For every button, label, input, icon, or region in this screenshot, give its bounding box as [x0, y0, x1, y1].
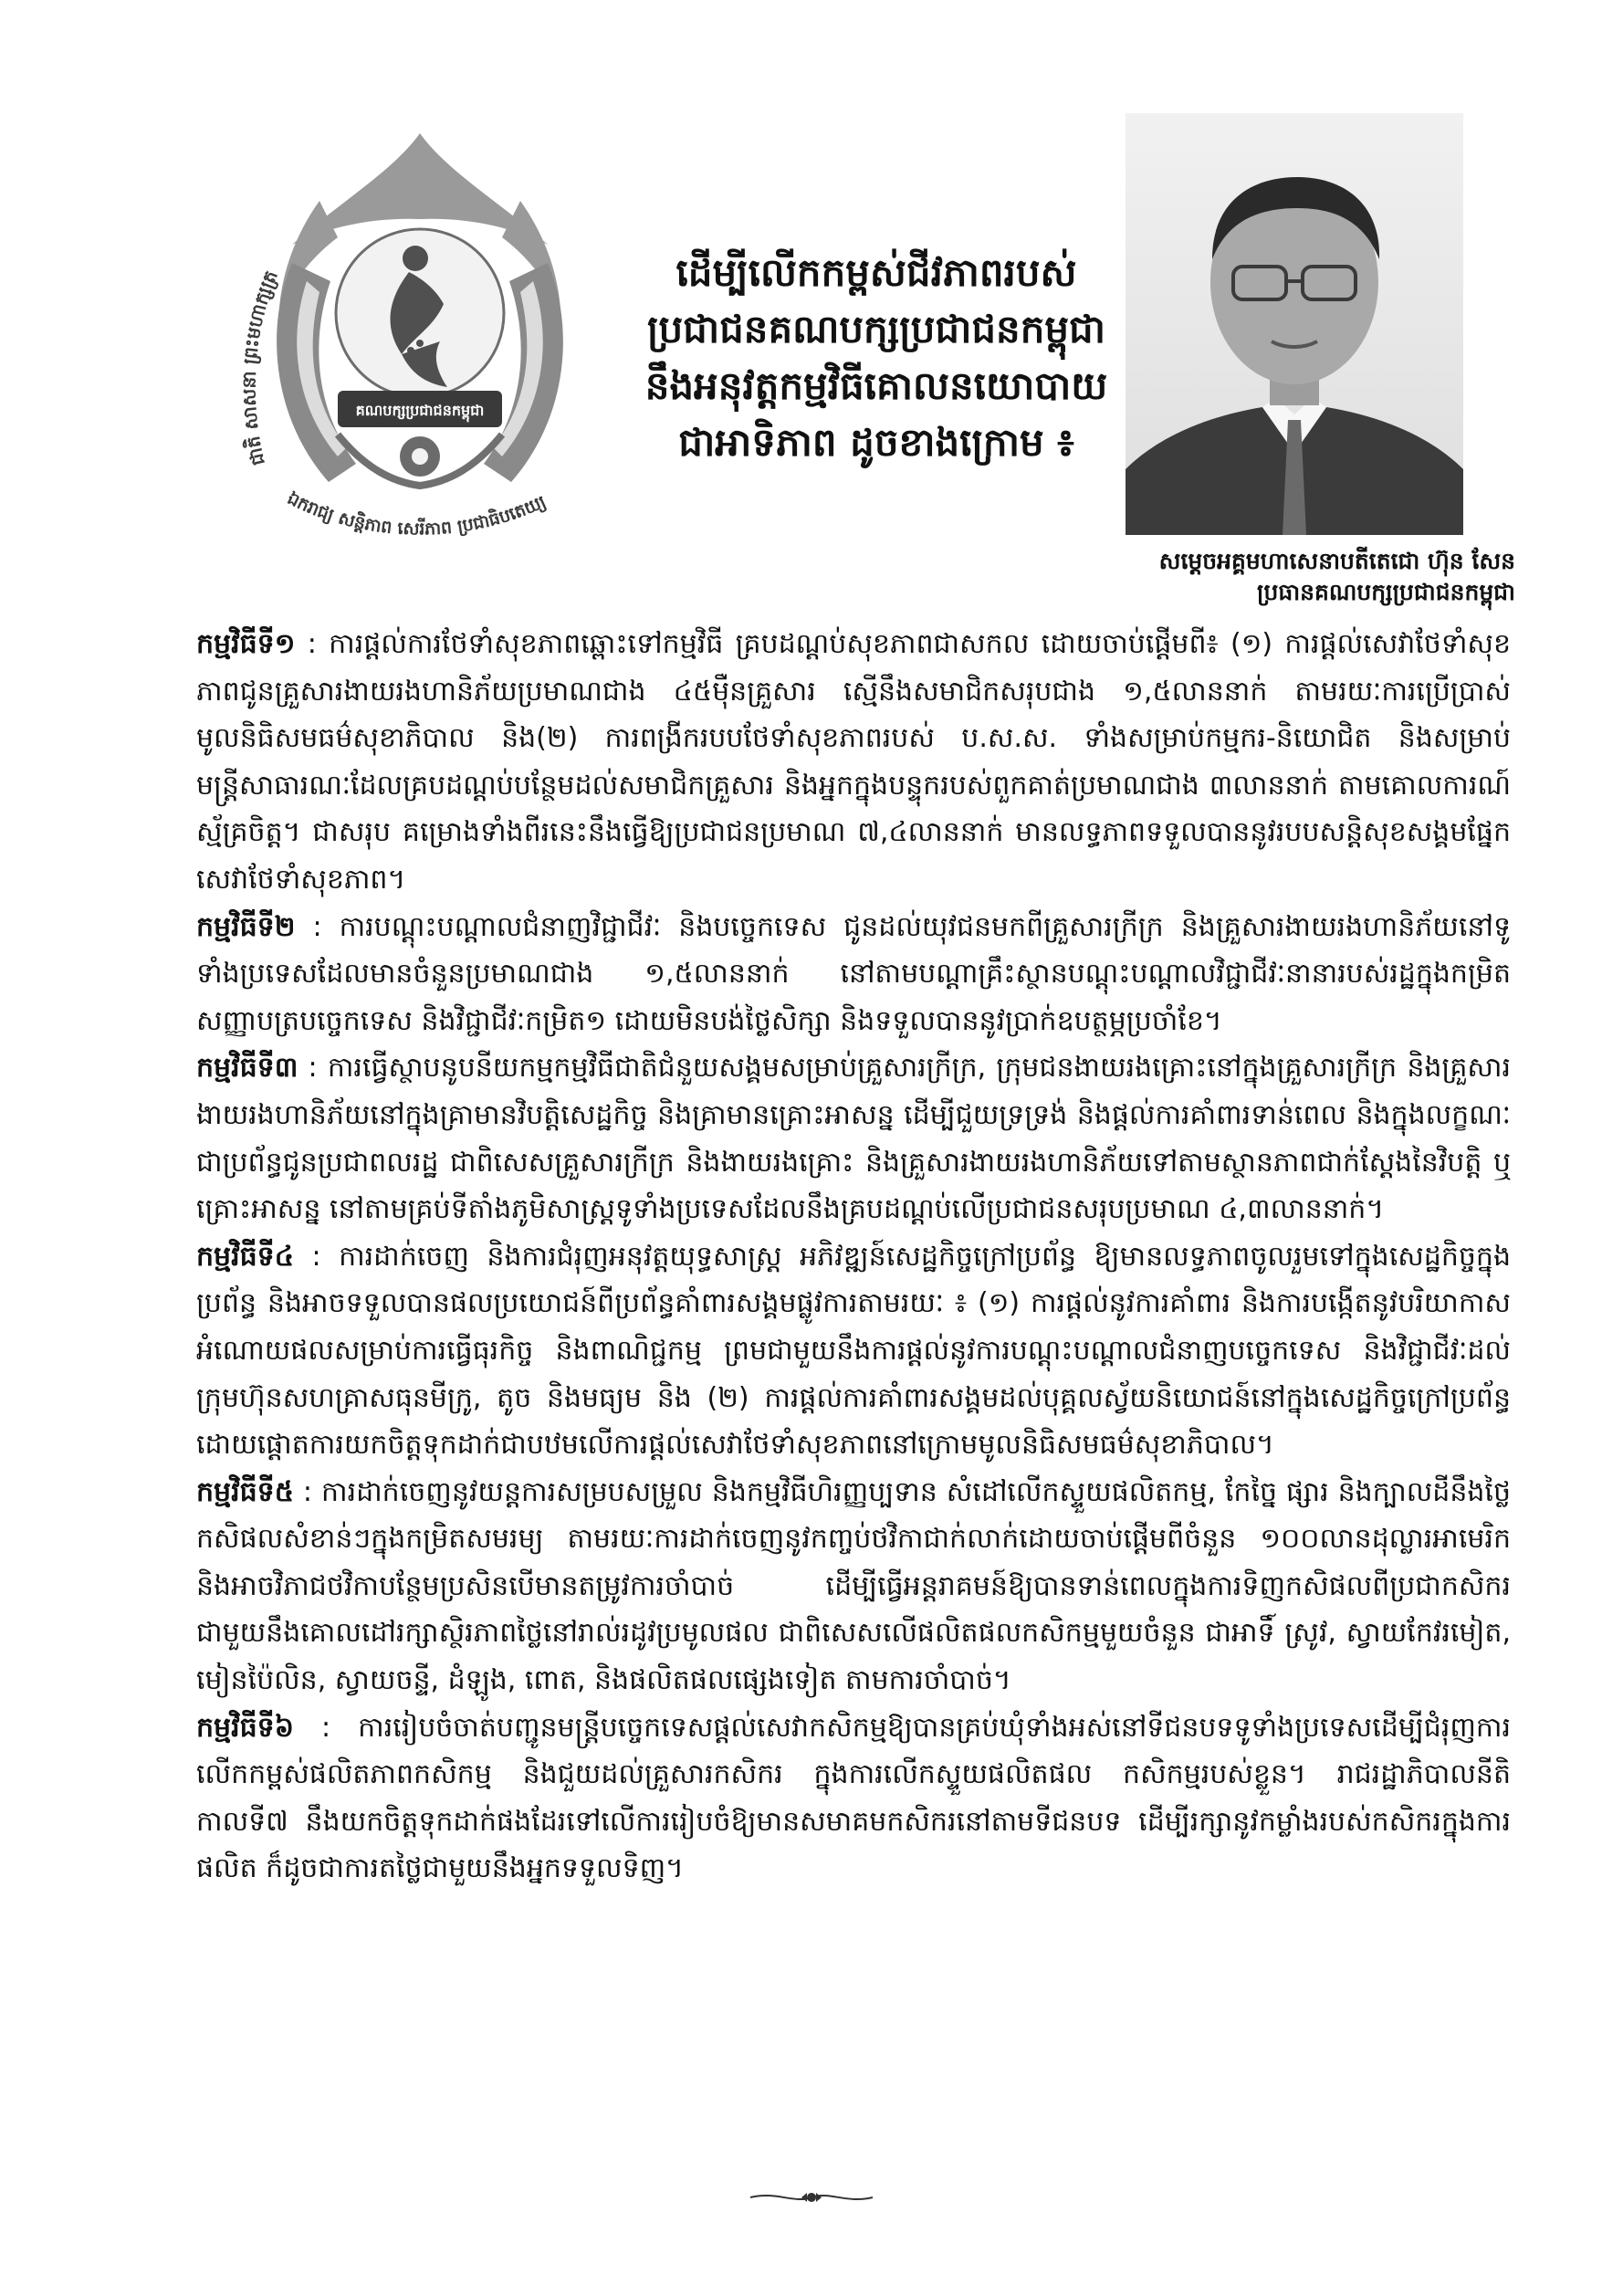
caption-title: ប្រធានគណបក្សប្រជាជនកម្ពុជា — [1257, 579, 1515, 605]
program-section-4 — [196, 1233, 1511, 1469]
program-text: : ការធ្វើស្ថាបនូបនីយកម្មកម្មវិធីជាតិជំនួយសង្គមសម្រាប់គ្រួសារក្រីក្រ, ក្រុមជនងាយរងគ្រោះនៅក្នុងគ្រួសារក្រីក្រ និងគ្រួសារងាយរងហានិភ័យនៅក្នុងគ្រាមានវិបត្តិសេដ្ឋកិច្ច និងគ្រាមានគ្រោះអាសន្ន ដើម្បីជួយទ្រទ្រង់ និងផ្តល់ការគាំពារទាន់ពេល និងក្នុងលក្ខណៈជាប្រព័ន្ធជូនប្រជាពលរដ្ឋ ជាពិសេសគ្រួសារក្រីក្រ និងងាយរងគ្រោះ និងគ្រួសារងាយរងហានិភ័យទៅតាមស្ថានភាពជាក់ស្តែងនៃវិបត្តិ ឬគ្រោះអាសន្ន នៅតាមគ្រប់ទីតាំងភូមិសាស្ត្រទូទាំងប្រទេសដែលនឹងគ្របដណ្តប់លើប្រជាជនសរុបប្រមាណ ៤,៣លាននាក់។ — [196, 1052, 1511, 1226]
logo-band-text: គណបក្សប្រជាជនកម្ពុជា — [355, 402, 485, 419]
logo-arc-left-text: ជាតិ សាសនា ព្រះមហាក្សត្រ — [237, 267, 282, 468]
program-label: កម្មវិធីទី២ — [196, 910, 296, 943]
headline-line-3: នឹងអនុវត្តកម្មវិធីគោលនយោបាយ — [644, 363, 1108, 408]
portrait-photo — [1126, 113, 1463, 535]
program-label: កម្មវិធីទី១ — [196, 628, 296, 660]
program-section-6 — [196, 1704, 1511, 1892]
program-text: : ការបណ្តុះបណ្តាលជំនាញវិជ្ជាជីវៈ និងបច្ចេកទេស ជូនដល់យុវជនមកពីគ្រួសារក្រីក្រ និងគ្រួសារងាយរងហានិភ័យនៅទូទាំងប្រទេសដែលមានចំនួនប្រមាណជាង ១,៥លាននាក់ នៅតាមបណ្តាគ្រឹះស្ថានបណ្តុះបណ្តាលវិជ្ជាជីវៈនានារបស់រដ្ឋក្នុងកម្រិតសញ្ញាបត្របច្ចេកទេស និងវិជ្ជាជីវៈកម្រិត១ ដោយមិនបង់ថ្លៃសិក្សា និងទទួលបាននូវប្រាក់ឧបត្ថម្ភប្រចាំខែ។ — [196, 910, 1511, 1037]
portrait-caption — [1022, 546, 1515, 608]
party-logo — [228, 117, 612, 546]
program-label: កម្មវិធីទី៥ — [196, 1475, 294, 1508]
program-list — [196, 621, 1511, 1892]
program-text: : ការដាក់ចេញ និងការជំរុញអនុវត្តយុទ្ធសាស្ត្រ អភិវឌ្ឍន៍សេដ្ឋកិច្ចក្រៅប្រព័ន្ធ ឱ្យមានលទ្ធភាពចូលរួមទៅក្នុងសេដ្ឋកិច្ចក្នុងប្រព័ន្ធ និងអាចទទួលបានផលប្រយោជន៍ពីប្រព័ន្ធគាំពារសង្គមផ្លូវការតាមរយៈ ៖ (១) ការផ្តល់នូវការគាំពារ និងការបង្កើតនូវបរិយាកាសអំណោយផលសម្រាប់ការធ្វើធុរកិច្ច និងពាណិជ្ជកម្ម ព្រមជាមួយនឹងការផ្តល់នូវការបណ្តុះបណ្តាលជំនាញបច្ចេកទេស និងវិជ្ជាជីវៈដល់ក្រុមហ៊ុនសហគ្រាសធុនមីក្រូ, តូច និងមធ្យម និង (២) ការផ្តល់ការគាំពារសង្គមដល់បុគ្គលស្វ័យនិយោជន៍នៅក្នុងសេដ្ឋកិច្ចក្រៅប្រព័ន្ធ ដោយផ្តោតការយកចិត្តទុកដាក់ជាបឋមលើការផ្តល់សេវាថែទាំសុខភាពនៅក្រោមមូលនិធិសមធម៌សុខាភិបាល។ — [196, 1240, 1511, 1462]
svg-text:ជាតិ សាសនា ព្រះមហាក្សត្រ — [237, 267, 282, 467]
headline — [602, 245, 1150, 471]
program-section-1 — [196, 621, 1511, 904]
program-text: : ការផ្តល់ការថែទាំសុខភាពឆ្ពោះទៅកម្មវិធី គ្របដណ្តប់សុខភាពជាសកល ដោយចាប់ផ្តើមពី៖ (១) ការផ្តល់សេវាថែទាំសុខភាពជូនគ្រួសារងាយរងហានិភ័យប្រមាណជាង ៤៥ម៉ឺនគ្រួសារ ស្មើនឹងសមាជិកសរុបជាង ១,៥លាននាក់ តាមរយៈការប្រើប្រាស់មូលនិធិសមធម៌សុខាភិបាល និង(២) ការពង្រីករបបថែទាំសុខភាពរបស់ ប.ស.ស. ទាំងសម្រាប់កម្មករ-និយោជិត និងសម្រាប់មន្ត្រីសាធារណៈដែលគ្របដណ្តប់បន្ថែមដល់សមាជិកគ្រួសារ និងអ្នកក្នុងបន្ទុករបស់ពួកគាត់ប្រមាណជាង ៣លាននាក់ តាមគោលការណ៍ស្ម័គ្រចិត្ត។ ជាសរុប គម្រោងទាំងពីរនេះនឹងធ្វើឱ្យប្រជាជនប្រមាណ ៧,៤លាននាក់ មានលទ្ធភាពទទួលបាននូវរបបសន្តិសុខសង្គមផ្នែកសេវាថែទាំសុខភាព។ — [196, 628, 1511, 896]
program-section-5 — [196, 1469, 1511, 1704]
headline-line-1: ដើម្បីលើកកម្ពស់ជីវភាពរបស់ — [675, 250, 1077, 295]
program-section-3 — [196, 1044, 1511, 1232]
program-section-2 — [196, 904, 1511, 1045]
program-label: កម្មវិធីទី៤ — [196, 1240, 294, 1273]
program-label: កម្មវិធីទី៦ — [196, 1711, 294, 1744]
headline-line-2: ប្រជាជនគណបក្សប្រជាជនកម្ពុជា — [646, 307, 1106, 351]
footer-ornament — [749, 2187, 874, 2207]
program-text: : ការរៀបចំចាត់បញ្ជូនមន្ត្រីបច្ចេកទេសផ្តល់សេវាកសិកម្មឱ្យបានគ្រប់ឃុំទាំងអស់នៅទីជនបទទូទាំងប្រទេសដើម្បីជំរុញការលើកកម្ពស់ផលិតភាពកសិកម្ម និងជួយដល់គ្រួសារកសិករ ក្នុងការលើកស្ទួយផលិតផល កសិកម្មរបស់ខ្លួន។ រាជរដ្ឋាភិបាលនីតិកាលទី៧ នឹងយកចិត្តទុកដាក់ផងដែរទៅលើការរៀបចំឱ្យមានសមាគមកសិករនៅតាមទីជនបទ ដើម្បីរក្សានូវកម្លាំងរបស់កសិករក្នុងការផលិត ក៏ដូចជាការតថ្លៃជាមួយនឹងអ្នកទទួលទិញ។ — [196, 1711, 1511, 1885]
program-text: : ការដាក់ចេញនូវយន្តការសម្របសម្រួល និងកម្មវិធីហិរញ្ញប្បទាន សំដៅលើកស្ទួយផលិតកម្ម, កែច្នៃ ផ្សារ និងក្បាលដីនឹងថ្លៃកសិផលសំខាន់ៗក្នុងកម្រិតសមរម្យ តាមរយៈការដាក់ចេញនូវកញ្ចប់ថវិកាជាក់លាក់ដោយចាប់ផ្តើមពីចំនួន ១០០លានដុល្លារអាមេរិក និងអាចវិភាជថវិកាបន្ថែមប្រសិនបើមានតម្រូវការចាំបាច់ ដើម្បីធ្វើអន្តរាគមន៍ឱ្យបានទាន់ពេលក្នុងការទិញកសិផលពីប្រជាកសិករ ជាមួយនឹងគោលដៅរក្សាស្ថិរភាពថ្លៃនៅរាល់រដូវប្រមូលផល ជាពិសេសលើផលិតផលកសិកម្មមួយចំនួន ជាអាទិ៍ ស្រូវ, ស្វាយកែវរមៀត, មៀនប៉ៃលិន, ស្វាយចន្ទី, ដំឡូង, ពោត, និងផលិតផលផ្សេងទៀត តាមការចាំបាច់។ — [196, 1475, 1511, 1697]
caption-name: សម្តេចអគ្គមហាសេនាបតីតេជោ ហ៊ុន សែន — [1158, 548, 1515, 574]
program-label: កម្មវិធីទី៣ — [196, 1052, 298, 1085]
headline-line-4: ជាអាទិភាព ដូចខាងក្រោម ៖ — [678, 420, 1074, 465]
logo-arc-right-text: ឯករាជ្យ សន្តិភាព សេរីភាព ប្រជាធិបតេយ្យ — [284, 488, 550, 540]
